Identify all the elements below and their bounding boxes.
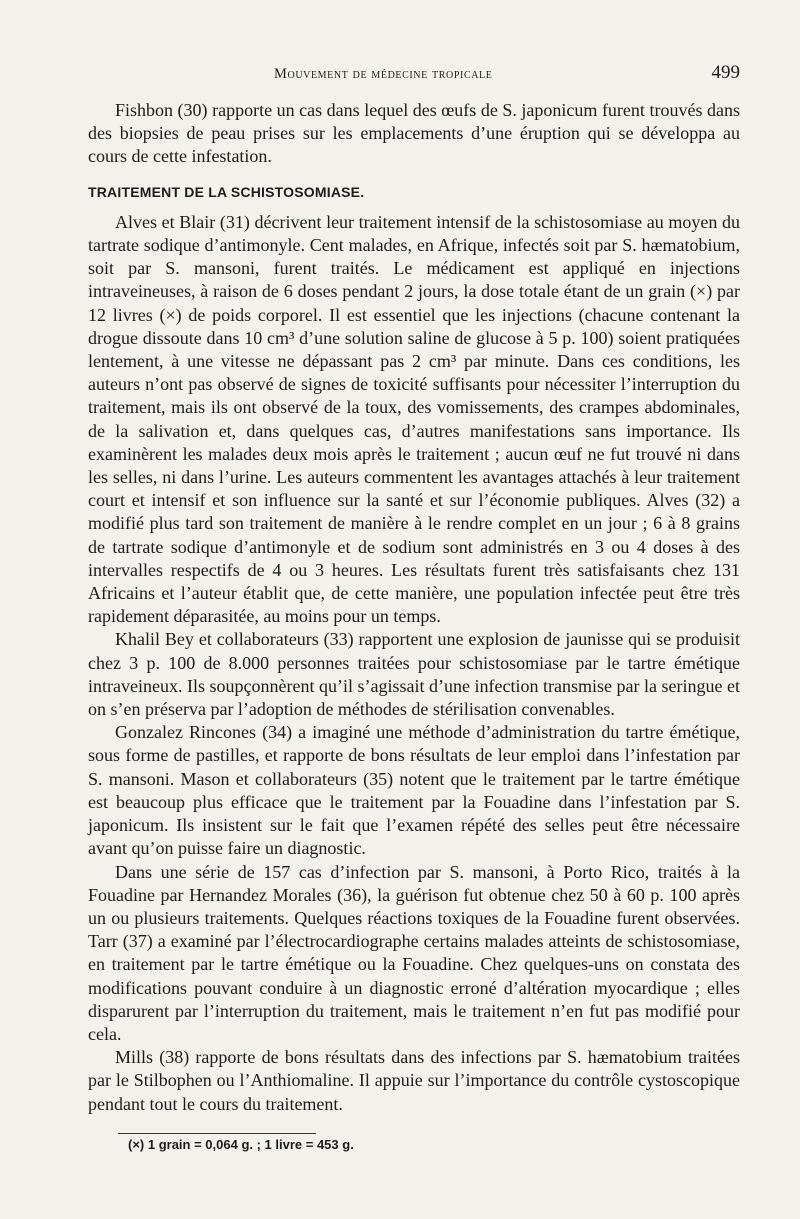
running-title: Mouvement de médecine tropicale [274, 66, 493, 82]
paragraph-fishbon: Fishbon (30) rapporte un cas dans lequel des œufs de S. japonicum furent trouvés dans des biopsies de peau prises sur les emplacements d’une éruption qui se développa au cours de cette infestation. [88, 100, 740, 167]
paragraph-alves-blair: Alves et Blair (31) décrivent leur traitement intensif de la schistosomiase au moyen du tartrate sodique d’antimonyle. Cent malades, en Afrique, infectés soit par S. hæmatobium, soit par S. mansoni, furent traités. Le médicament est appliqué en injections intraveineuses, à raison de 6 doses pendant 2 jours, la dose totale étant de un grain (×) par 12 livres (×) de poids corporel. Il est essentiel que les injections (chacune contenant la drogue dissoute dans 10 cm³ d’une solution saline de glucose à 5 p. 100) soient pratiquées lentement, à une vitesse ne dépassant pas 2 cm³ par minute. Dans ces conditions, les auteurs n’ont pas observé de signes de toxicité suffisants pour nécessiter l’interruption du traitement, mais ils ont observé de la toux, des vomissements, des crampes abdominales, de la salivation et, dans quelques cas, d’autres manifestations sans importance. Ils examinèrent les malades deux mois après le traitement ; aucun œuf ne fut trouvé ni dans les selles, ni dans l’urine. Les auteurs commentent les avantages attachés à leur traitement court et intensif et son influence sur la santé et sur l’économie publiques. Alves (32) a modifié plus tard son traitement de manière à le rendre complet en un jour ; 6 à 8 grains de tartrate sodique d’antimonyle et de sodium sont administrés en 3 ou 4 doses à des intervalles respectifs de 4 ou 3 heures. Les résultats furent très satisfaisants chez 131 Africains et l’auteur établit que, de cette manière, une population infectée peut être très rapidement déparasitée, au moins pour un temps. [88, 211, 740, 627]
section-heading: TRAITEMENT DE LA SCHISTOSOMIASE. [88, 183, 365, 200]
page-header [88, 62, 740, 88]
paragraph-khalil-bey: Khalil Bey et collaborateurs (33) rapportent une explosion de jaunisse qui se produisit chez 3 p. 100 de 8.000 personnes traitées pour schistosomiase par le tartre émétique intraveineux. Ils soupçonnèrent qu’il s’agissait d’une infection transmise par la seringue et on s’en préserva par l’adoption de méthodes de stérilisation convenables. [88, 629, 740, 720]
paragraph-gonzalez-rincones: Gonzalez Rincones (34) a imaginé une méthode d’administration du tartre émétique, sous forme de pastilles, et rapporte de bons résultats de leur emploi dans l’infestation par S. mansoni. Mason et collaborateurs (35) notent que le traitement par le tartre émétique est beaucoup plus efficace que le traitement par la Fouadine dans l’infestation par S. japonicum. Ils insistent sur le fait que l’examen répété des selles peut être nécessaire avant qu’on puisse faire un diagnostic. [88, 722, 740, 859]
paragraph-hernandez-morales: Dans une série de 157 cas d’infection par S. mansoni, à Porto Rico, traités à la Fouadine par Hernandez Morales (36), la guérison fut obtenue chez 50 à 60 p. 100 après un ou plusieurs traitements. Quelques réactions toxiques de la Fouadine furent observées. Tarr (37) a examiné par l’électrocardiographe certains malades atteints de schistosomiase, en traitement par le tartre émétique ou la Fouadine. Chez quelques-uns on constata des modifications pouvant conduire à un diagnostic erroné d’altération myocardique ; elles disparurent par l’interruption du traitement, mais le traitement n’en fut pas modifié pour cela. [88, 861, 740, 1044]
footnote-divider [118, 1133, 316, 1134]
footnote: (×) 1 grain = 0,064 g. ; 1 livre = 453 g. [128, 1137, 354, 1152]
body-text [88, 99, 740, 1116]
page-number: 499 [711, 62, 740, 83]
paragraph-mills: Mills (38) rapporte de bons résultats dans des infections par S. hæmatobium traitées par le Stilbophen ou l’Anthiomaline. Il appuie sur l’importance du contrôle cystoscopique pendant tout le cours du traitement. [88, 1047, 740, 1114]
